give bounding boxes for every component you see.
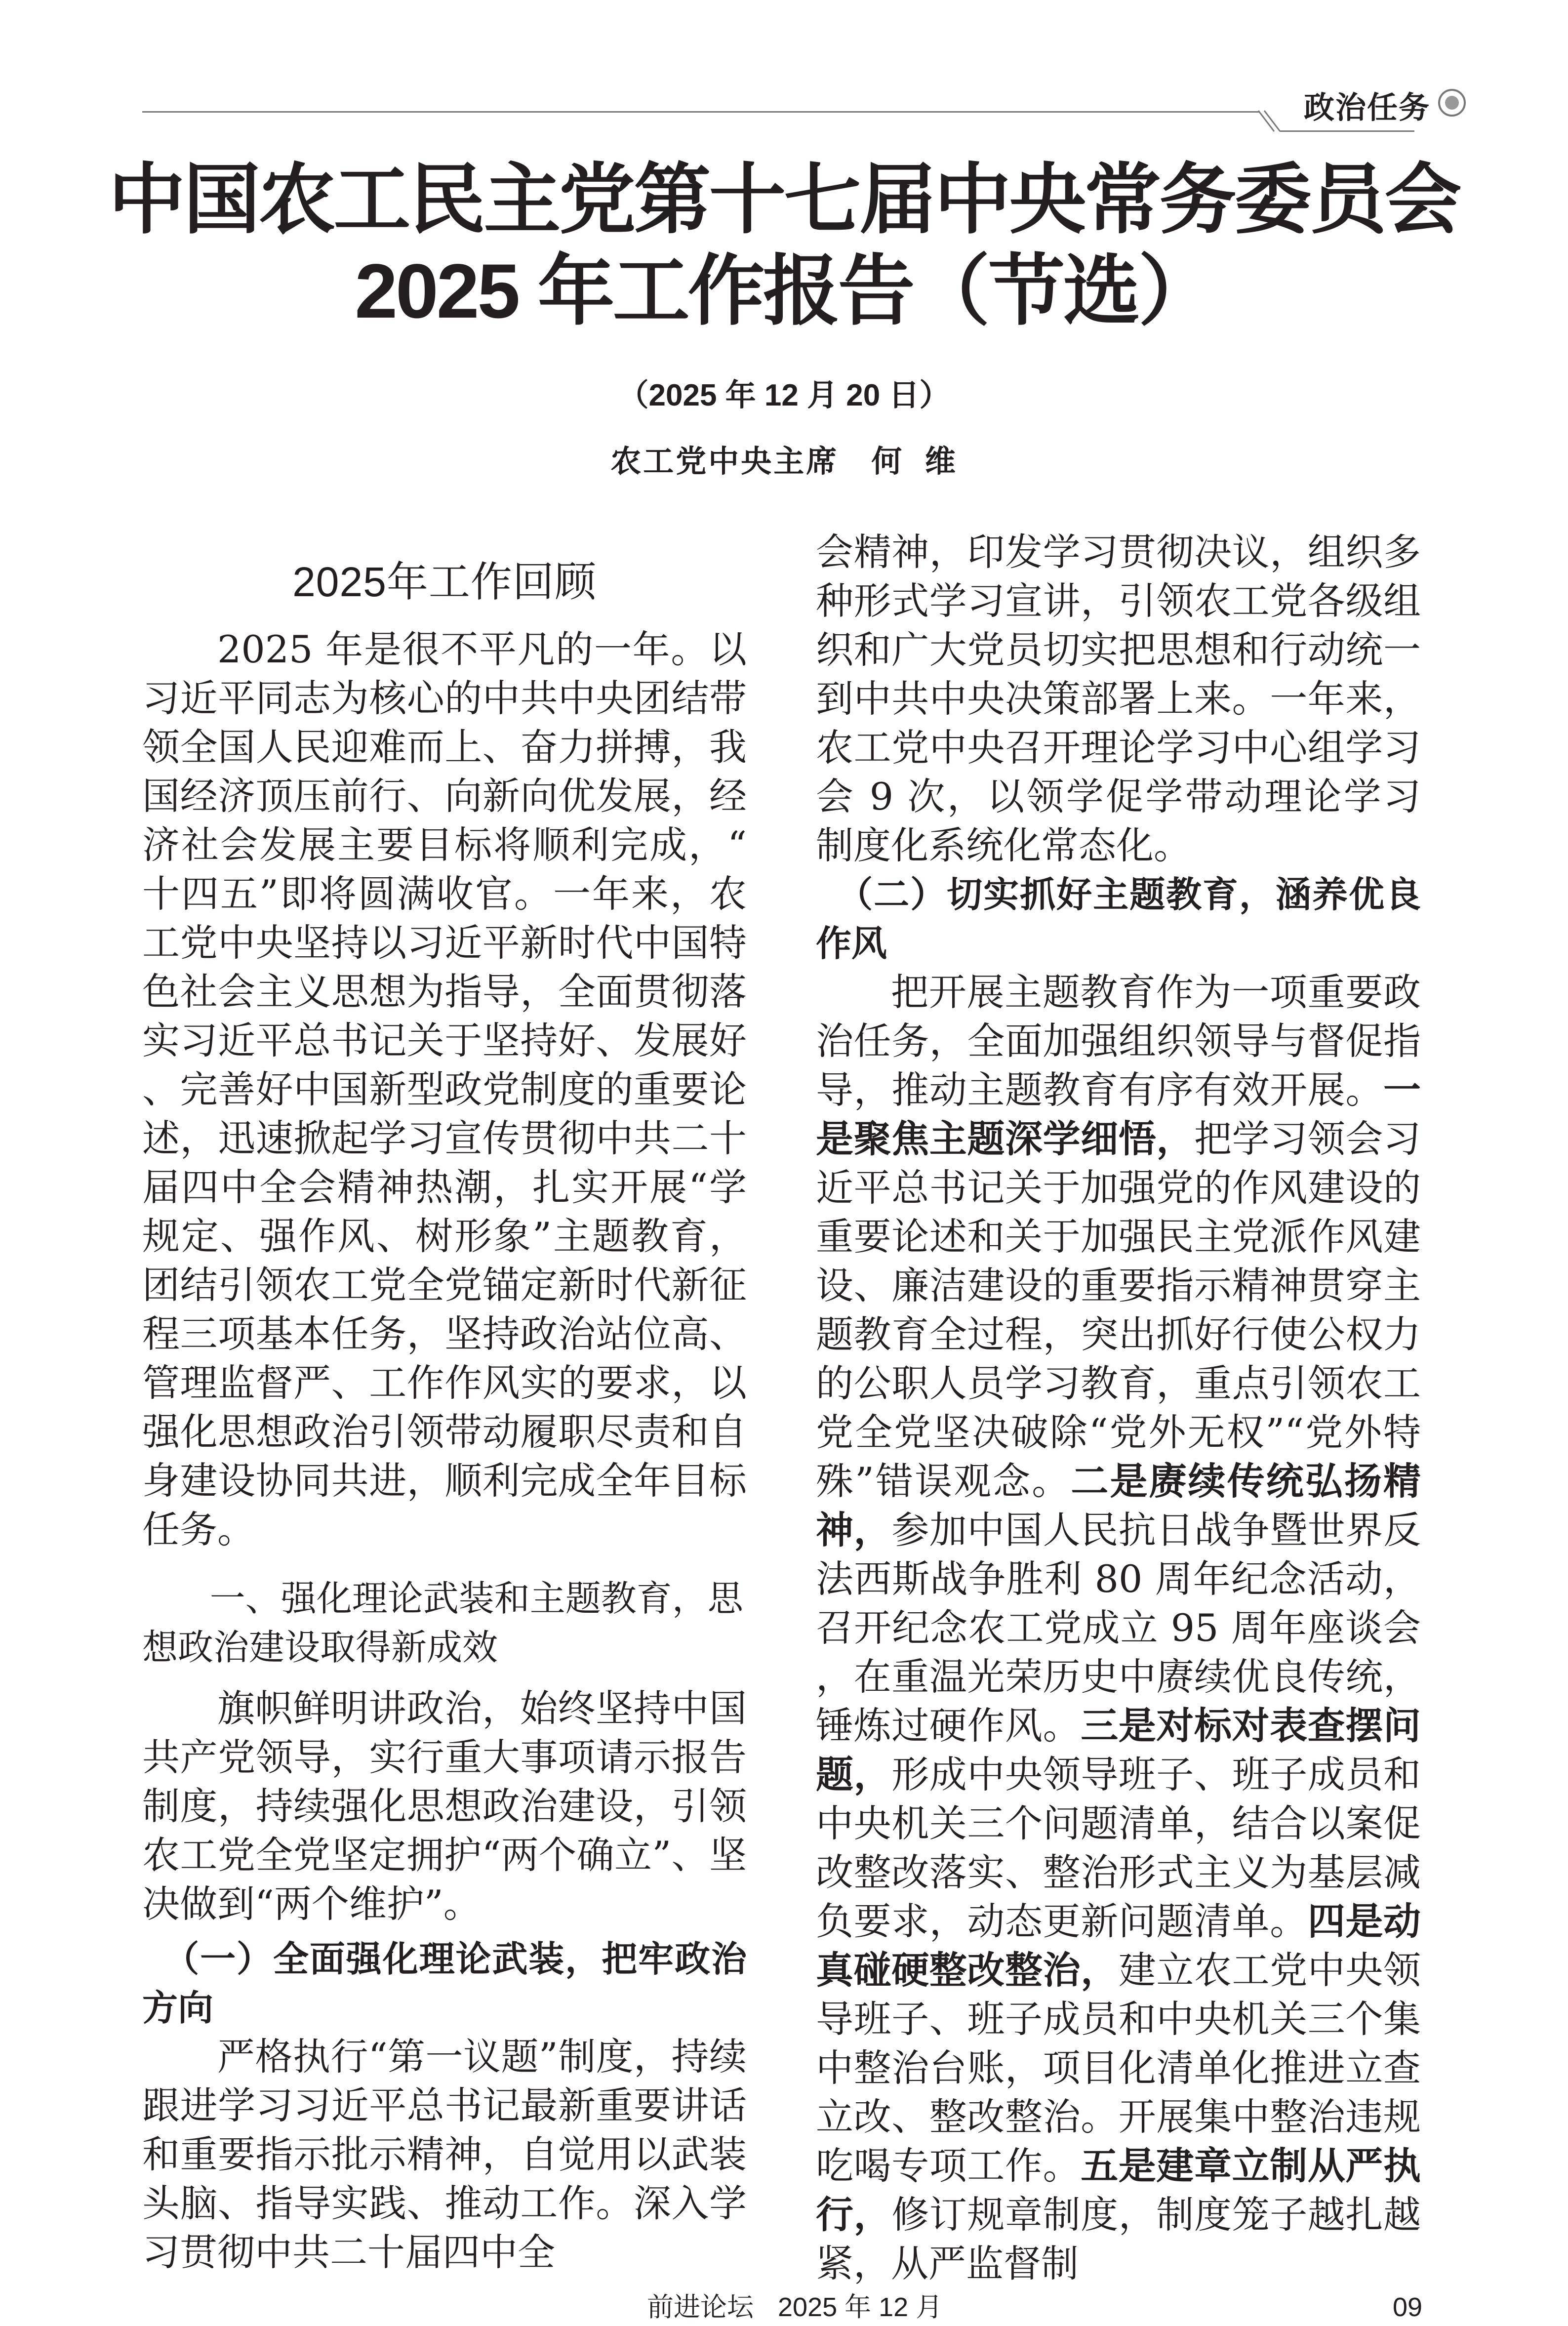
paragraph-text: 参加中国人民抗日战争暨世界反法西斯战争胜利 80 周年纪念活动，召开纪念农工党成立 95 周年座谈会，在重温光荣历史中赓续优良传统，锤炼过硬作风。 [816,1508,1421,1748]
paragraph: 旗帜鲜明讲政治，始终坚持中国共产党领导，实行重大事项请示报告制度，持续强化思想政治建设，引领农工党全党坚定拥护“两个确立”、坚决做到“两个维护”。 [142,1686,747,1926]
section-heading-1: 一、强化理论武装和主题教育，思想政治建设取得新成效 [142,1579,743,1668]
article-title-line1: 中国农工民主党第十七届中央常务委员会 [108,157,1460,243]
paragraph: 2025 年是很不平凡的一年。以习近平同志为核心的中共中央团结带领全国人民迎难而上、奋力拼搏，我国经济顶压前行、向新向优发展，经济社会发展主要目标将顺利完成，“十四五”即将圆满收官。一年来，农工党中央坚持以习近平新时代中国特色社会主义思想为指导，全面贯彻落实习近平总书记关于坚持好、发展好、完善好中国新型政党制度的重要论述，迅速掀起学习宣传贯彻中共二十届四中全会精神热潮，扎实开展“学规定、强作风、树形象”主题教育，团结引领农工党全党锚定新时代新征程三项基本任务，坚持政治站位高、管理监督严、工作作风实的要求，以强化思想政治引领带动履职尽责和自身建设协同共进，顺利完成全年目标任务。 [142,627,747,1551]
paragraph: 严格执行“第一议题”制度，持续跟进学习习近平总书记最新重要讲话和重要指示批示精神，自觉用以武装头脑、指导实践、推动工作。深入学习贯彻中共二十届四中全 [142,2035,747,2274]
footer-issue: 2025 年 12 月 [778,2292,943,2322]
paragraph-text: 把学习领会习近平总书记关于加强党的作风建设的重要论述和关于加强民主党派作风建设、廉洁建设的重要指示精神贯穿主题教育全过程，突出抓好行使公权力的公职人员学习教育，重点引领农工党全党坚决破除“党外无权”“党外特殊”错误观念。 [816,1117,1421,1503]
footer-magazine: 前进论坛 [647,2292,754,2322]
bullseye-icon [1438,89,1466,117]
header-rule [142,111,1259,113]
paragraph-text: 把开展主题教育作为一项重要政治任务，全面加强组织领导与督促指导，推动主题教育有序有效开展。 [816,970,1421,1112]
page-number: 09 [1393,2292,1423,2322]
section-tag: 政治任务 [1304,89,1431,125]
header-rule-right [1280,130,1414,132]
page-footer [142,2291,1421,2326]
paragraph-text: 形成中央领导班子、班子成员和中央机关三个问题清单，结合以案促改整改落实、整治形式主义为基层减负要求，动态更新问题清单。 [816,1753,1421,1943]
key-point-4: 四是动真碰硬整改整治， [816,1899,1421,1992]
article-body [142,528,1421,2326]
author-line: 农工党中央主席 何 维 [610,445,958,479]
key-point-5: 五是建章立制从严执行， [816,2144,1421,2237]
paragraph-text: 修订规章制度，制度笼子越扎越紧，从严监督制 [816,2193,1421,2285]
key-point-3: 三是对标对表查摆问题， [816,1704,1421,1796]
key-point-2: 二是赓续传统弘扬精神， [816,1459,1421,1552]
left-column [142,528,747,2277]
section-heading-review: 2025年工作回顾 [292,559,597,605]
article-title-line2: 2025 年工作报告（节选） [355,248,1213,334]
subheading-2: （二）切实抓好主题教育，涵养优良作风 [816,873,1421,964]
right-column [816,528,1421,2288]
paragraph [816,968,1421,2288]
columns [142,528,1421,2288]
subheading-1: （一）全面强化理论武装，把牢政治方向 [142,1938,747,2029]
report-date: （2025 年 12 月 20 日） [618,378,950,412]
paragraph-text: 建立农工党中央领导班子、班子成员和中央机关三个集中整治台账，项目化清单化推进立查立改、整改整治。开展集中整治违规吃喝专项工作。 [816,1948,1421,2188]
header-rule-notch [1254,109,1284,133]
key-point-1: 一是聚焦主题深学细悟， [816,1068,1421,1161]
paragraph: 会精神，印发学习贯彻决议，组织多种形式学习宣讲，引领农工党各级组织和广大党员切实把思想和行动统一到中共中央决策部署上来。一年来，农工党中央召开理论学习中心组学习会 9 次，以领学促学带动理论学习制度化系统化常态化。 [816,530,1421,867]
